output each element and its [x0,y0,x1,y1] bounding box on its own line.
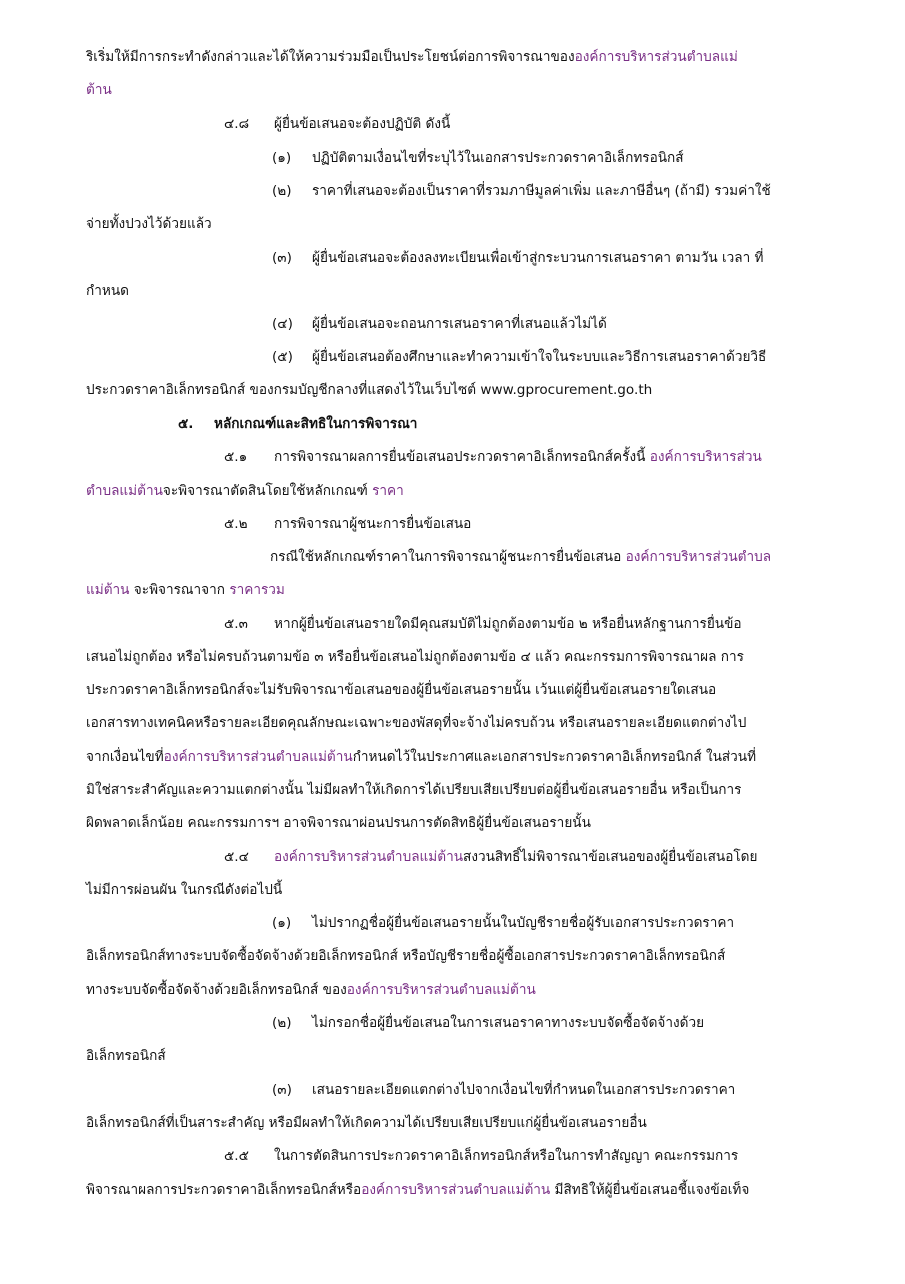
section-5-3-line-7: ผิดพลาดเล็กน้อย คณะกรรมการฯ อาจพิจารณาผ่อนปรนการตัดสิทธิผู้ยื่นข้อเสนอรายนั้น [86,815,591,831]
text-run: กรณีใช้หลักเกณฑ์ราคาในการพิจารณาผู้ชนะการยื่นข้อเสนอ [270,549,626,565]
highlight-org-name: องค์การบริหารส่วนตำบลแม่ [574,49,738,65]
section-number: ๕. [178,416,194,432]
text-run: ในการตัดสินการประกวดราคาอิเล็กทรอนิกส์หรือในการทำสัญญา คณะกรรมการ [274,1148,739,1164]
item-5-4-3-line-2: อิเล็กทรอนิกส์ที่เป็นสาระสำคัญ หรือมีผลทำให้เกิดความได้เปรียบเสียเปรียบแก่ผู้ยื่นข้อเสนอรายอื่น [86,1115,647,1131]
paragraph-continuation-line-1 [86,47,738,67]
section-5-3-line-2: เสนอไม่ถูกต้อง หรือไม่ครบถ้วนตามข้อ ๓ หรือยื่นข้อเสนอไม่ถูกต้องตามข้อ ๔ แล้ว คณะกรรมการพิจารณาผล การ [86,649,744,665]
item-4-8-3 [272,248,764,268]
section-number: ๕.๕ [224,1148,249,1164]
item-text: ผู้ยื่นข้อเสนอต้องศึกษาและทำความเข้าใจในระบบและวิธีการเสนอราคาด้วยวิธี [312,349,767,365]
highlight-org-name: ตำบลแม่ต้าน [86,483,163,499]
item-number: (๓) [272,250,292,266]
item-4-8-4 [272,314,607,334]
section-number: ๕.๔ [224,849,249,865]
item-text: ไม่ปรากฏชื่อผู้ยื่นข้อเสนอรายนั้นในบัญชีรายชื่อผู้รับเอกสารประกวดราคา [312,915,735,931]
highlight-org-name: องค์การบริหารส่วนตำบล [625,549,772,565]
paragraph-continuation-line-2: ต้าน [86,82,112,98]
section-5-2-line-2 [270,547,771,567]
section-title: หลักเกณฑ์และสิทธิในการพิจารณา [214,416,418,432]
section-5-heading [178,414,417,434]
section-5-2-line-3 [86,580,285,600]
highlight-org-name: องค์การบริหารส่วนตำบลแม่ต้าน [163,749,353,765]
highlight-org-name: องค์การบริหารส่วนตำบลแม่ต้าน [346,982,536,998]
section-5-3-line-3: ประกวดราคาอิเล็กทรอนิกส์จะไม่รับพิจารณาข้อเสนอของผู้ยื่นข้อเสนอรายนั้น เว้นแต่ผู้ยื่นข้อเสนอรายใดเสนอ [86,682,717,698]
section-5-2-line-1 [224,514,471,534]
section-5-5-line-1 [224,1146,738,1166]
item-text: ไม่กรอกชื่อผู้ยื่นข้อเสนอในการเสนอราคาทางระบบจัดซื้อจัดจ้างด้วย [312,1015,705,1031]
section-number: ๕.๑ [224,449,248,465]
section-5-4-line-1 [224,847,757,867]
item-4-8-3-line-2: กำหนด [86,283,129,299]
text-run: การพิจารณาผลการยื่นข้อเสนอประกวดราคาอิเล็กทรอนิกส์ครั้งนี้ [274,449,650,465]
item-4-8-5 [272,347,766,367]
item-number: (๕) [272,349,293,365]
section-5-3-line-6: มิใช่สาระสำคัญและความแตกต่างนั้น ไม่มีผลทำให้เกิดการได้เปรียบเสียเปรียบต่อผู้ยื่นข้อเสนอรายอื่น หรือเป็นการ [86,782,742,798]
item-text: ราคาที่เสนอจะต้องเป็นราคาที่รวมภาษีมูลค่าเพิ่ม และภาษีอื่นๆ (ถ้ามี) รวมค่าใช้ [312,183,771,199]
item-4-8-2 [272,181,771,201]
highlight-org-name: องค์การบริหารส่วนตำบลแม่ต้าน [361,1182,551,1198]
text-run: ทางระบบจัดซื้อจัดจ้างด้วยอิเล็กทรอนิกส์ ของ [86,982,347,998]
text-run: จะพิจารณาจาก [129,582,230,598]
item-number: (๔) [272,316,293,332]
highlight-org-name: องค์การบริหารส่วน [649,449,762,465]
text-run: จะพิจารณาตัดสินโดยใช้หลักเกณฑ์ [162,483,373,499]
item-4-8-2-line-2: จ่ายทั้งปวงไว้ด้วยแล้ว [86,216,212,232]
item-5-4-3 [272,1080,735,1100]
text-run: มีสิทธิให้ผู้ยื่นข้อเสนอชี้แจงข้อเท็จ [550,1182,750,1198]
section-number: ๔.๘ [224,116,250,132]
item-number: (๑) [272,150,292,166]
section-5-3-line-1 [224,614,742,634]
item-4-8-5-line-2: ประกวดราคาอิเล็กทรอนิกส์ ของกรมบัญชีกลางที่แสดงไว้ในเว็บไซต์ www.gprocurement.go.th [86,382,653,398]
highlight-criteria: ราคา [372,483,404,499]
item-5-4-2 [272,1013,704,1033]
section-text: ผู้ยื่นข้อเสนอจะต้องปฏิบัติ ดังนี้ [274,116,451,132]
item-5-4-1 [272,913,734,933]
section-4-8-heading [224,114,450,134]
item-text: ผู้ยื่นข้อเสนอจะถอนการเสนอราคาที่เสนอแล้วไม่ได้ [312,316,607,332]
item-number: (๑) [272,915,292,931]
section-5-3-line-5 [86,747,756,767]
item-text: ปฏิบัติตามเงื่อนไขที่ระบุไว้ในเอกสารประกวดราคาอิเล็กทรอนิกส์ [312,150,684,166]
text-run: พิจารณาผลการประกวดราคาอิเล็กทรอนิกส์หรือ [86,1182,362,1198]
section-5-3-line-4: เอกสารทางเทคนิคหรือรายละเอียดคุณลักษณะเฉพาะของพัสดุที่จะจ้างไม่ครบถ้วน หรือเสนอรายละเอียดแตกต่างไป [86,715,747,731]
item-number: (๓) [272,1082,292,1098]
highlight-criteria: ราคารวม [229,582,285,598]
highlight-org-name: องค์การบริหารส่วนตำบลแม่ต้าน [274,849,464,865]
text-run: กำหนดไว้ในประกาศและเอกสารประกวดราคาอิเล็กทรอนิกส์ ในส่วนที่ [352,749,757,765]
text-run: ริเริ่มให้มีการกระทำดังกล่าวและได้ให้ความร่วมมือเป็นประโยชน์ต่อการพิจารณาของ [86,49,575,65]
section-5-5-line-2 [86,1180,749,1200]
item-text: ผู้ยื่นข้อเสนอจะต้องลงทะเบียนเพื่อเข้าสู่กระบวนการเสนอราคา ตามวัน เวลา ที่ [312,250,764,266]
text-run: สงวนสิทธิ์ไม่พิจารณาข้อเสนอของผู้ยื่นข้อเสนอโดย [463,849,758,865]
section-text: การพิจารณาผู้ชนะการยื่นข้อเสนอ [274,516,472,532]
item-text: เสนอรายละเอียดแตกต่างไปจากเงื่อนไขที่กำหนดในเอกสารประกวดราคา [312,1082,736,1098]
item-5-4-1-line-3 [86,980,536,1000]
section-5-4-line-2: ไม่มีการผ่อนผัน ในกรณีดังต่อไปนี้ [86,882,283,898]
text-run: หากผู้ยื่นข้อเสนอรายใดมีคุณสมบัติไม่ถูกต้องตามข้อ ๒ หรือยื่นหลักฐานการยื่นข้อ [274,616,742,632]
item-number: (๒) [272,1015,292,1031]
section-5-1-line-1 [224,447,762,467]
section-number: ๕.๒ [224,516,248,532]
section-number: ๕.๓ [224,616,248,632]
item-5-4-1-line-2: อิเล็กทรอนิกส์ทางระบบจัดซื้อจัดจ้างด้วยอิเล็กทรอนิกส์ หรือบัญชีรายชื่อผู้ซื้อเอกสารประกวดราคาอิเล็กทรอนิกส์ [86,948,726,964]
highlight-org-name: แม่ต้าน [86,582,130,598]
text-run: จากเงื่อนไขที่ [86,749,164,765]
item-4-8-1 [272,148,684,168]
item-5-4-2-line-2: อิเล็กทรอนิกส์ [86,1048,166,1064]
item-number: (๒) [272,183,292,199]
section-5-1-line-2 [86,481,404,501]
